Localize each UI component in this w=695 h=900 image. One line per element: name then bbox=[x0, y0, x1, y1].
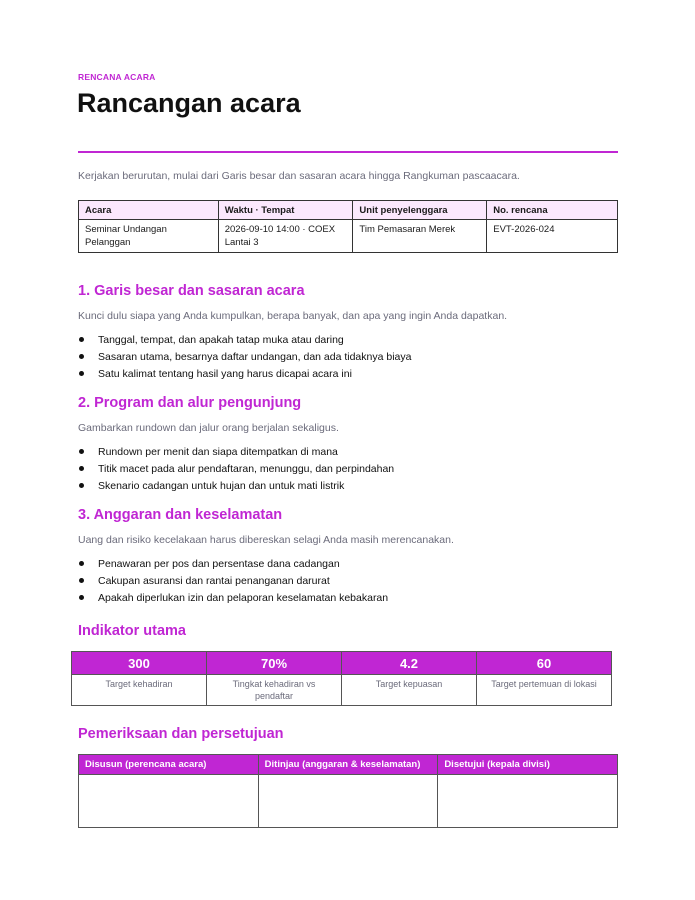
section-bullet-list bbox=[78, 557, 388, 608]
section-bullet-list bbox=[78, 333, 411, 384]
section-subtext: Uang dan risiko kecelakaan harus dibereskan selagi Anda masih merencanakan. bbox=[78, 534, 454, 546]
kpi-label: Tingkat kehadiran vs pendaftar bbox=[207, 675, 342, 706]
approval-header-cell: Ditinjau (anggaran & keselamatan) bbox=[258, 755, 438, 775]
meta-header-cell: Unit penyelenggara bbox=[353, 201, 487, 220]
kpi-value: 70% bbox=[207, 652, 342, 675]
kpi-value: 300 bbox=[72, 652, 207, 675]
kpi-value: 4.2 bbox=[342, 652, 477, 675]
meta-header-row bbox=[79, 201, 618, 220]
section-heading: 3. Anggaran dan keselamatan bbox=[78, 507, 283, 523]
list-item: Rundown per menit dan siapa ditempatkan di mana bbox=[78, 445, 394, 462]
meta-value-row bbox=[79, 220, 618, 253]
document-title: Rancangan acara bbox=[77, 88, 301, 118]
kpi-label: Target kehadiran bbox=[72, 675, 207, 706]
meta-header-cell: Waktu · Tempat bbox=[218, 201, 353, 220]
kpi-label-row bbox=[72, 675, 612, 706]
signature-box-reviewed[interactable] bbox=[258, 775, 438, 828]
kpi-heading: Indikator utama bbox=[78, 623, 186, 639]
section-bullet-list bbox=[78, 445, 394, 496]
list-item: Skenario cadangan untuk hujan dan untuk mati listrik bbox=[78, 479, 394, 496]
meta-header-cell: No. rencana bbox=[487, 201, 618, 220]
kpi-value-row bbox=[72, 652, 612, 675]
meta-value-cell: EVT-2026-024 bbox=[487, 220, 618, 253]
meta-value-cell: Seminar Undangan Pelanggan bbox=[79, 220, 219, 253]
title-divider bbox=[78, 151, 618, 153]
signature-box-prepared[interactable] bbox=[79, 775, 259, 828]
approval-signature-row bbox=[79, 775, 618, 828]
section-heading: 2. Program dan alur pengunjung bbox=[78, 395, 302, 411]
list-item: Satu kalimat tentang hasil yang harus dicapai acara ini bbox=[78, 367, 411, 384]
kpi-label: Target kepuasan bbox=[342, 675, 477, 706]
document-eyebrow: RENCANA ACARA bbox=[78, 72, 156, 82]
list-item: Tanggal, tempat, dan apakah tatap muka atau daring bbox=[78, 333, 411, 350]
section-heading: 1. Garis besar dan sasaran acara bbox=[78, 283, 305, 299]
approval-header-row bbox=[79, 755, 618, 775]
meta-value-cell: 2026-09-10 14:00 · COEX Lantai 3 bbox=[218, 220, 353, 253]
approval-header-cell: Disusun (perencana acara) bbox=[79, 755, 259, 775]
approval-table bbox=[78, 754, 618, 828]
event-meta-table bbox=[78, 200, 618, 253]
list-item: Apakah diperlukan izin dan pelaporan keselamatan kebakaran bbox=[78, 591, 388, 608]
list-item: Penawaran per pos dan persentase dana cadangan bbox=[78, 557, 388, 574]
meta-header-cell: Acara bbox=[79, 201, 219, 220]
intro-text: Kerjakan berurutan, mulai dari Garis besar dan sasaran acara hingga Rangkuman pascaacara. bbox=[78, 170, 520, 182]
signature-box-approved[interactable] bbox=[438, 775, 618, 828]
approval-header-cell: Disetujui (kepala divisi) bbox=[438, 755, 618, 775]
kpi-value: 60 bbox=[477, 652, 612, 675]
list-item: Sasaran utama, besarnya daftar undangan, dan ada tidaknya biaya bbox=[78, 350, 411, 367]
section-subtext: Kunci dulu siapa yang Anda kumpulkan, berapa banyak, dan apa yang ingin Anda dapatkan. bbox=[78, 310, 508, 322]
list-item: Titik macet pada alur pendaftaran, menunggu, dan perpindahan bbox=[78, 462, 394, 479]
section-subtext: Gambarkan rundown dan jalur orang berjalan sekaligus. bbox=[78, 422, 339, 434]
meta-value-cell: Tim Pemasaran Merek bbox=[353, 220, 487, 253]
kpi-table bbox=[71, 651, 612, 706]
kpi-label: Target pertemuan di lokasi bbox=[477, 675, 612, 706]
approval-heading: Pemeriksaan dan persetujuan bbox=[78, 726, 284, 742]
list-item: Cakupan asuransi dan rantai penanganan darurat bbox=[78, 574, 388, 591]
